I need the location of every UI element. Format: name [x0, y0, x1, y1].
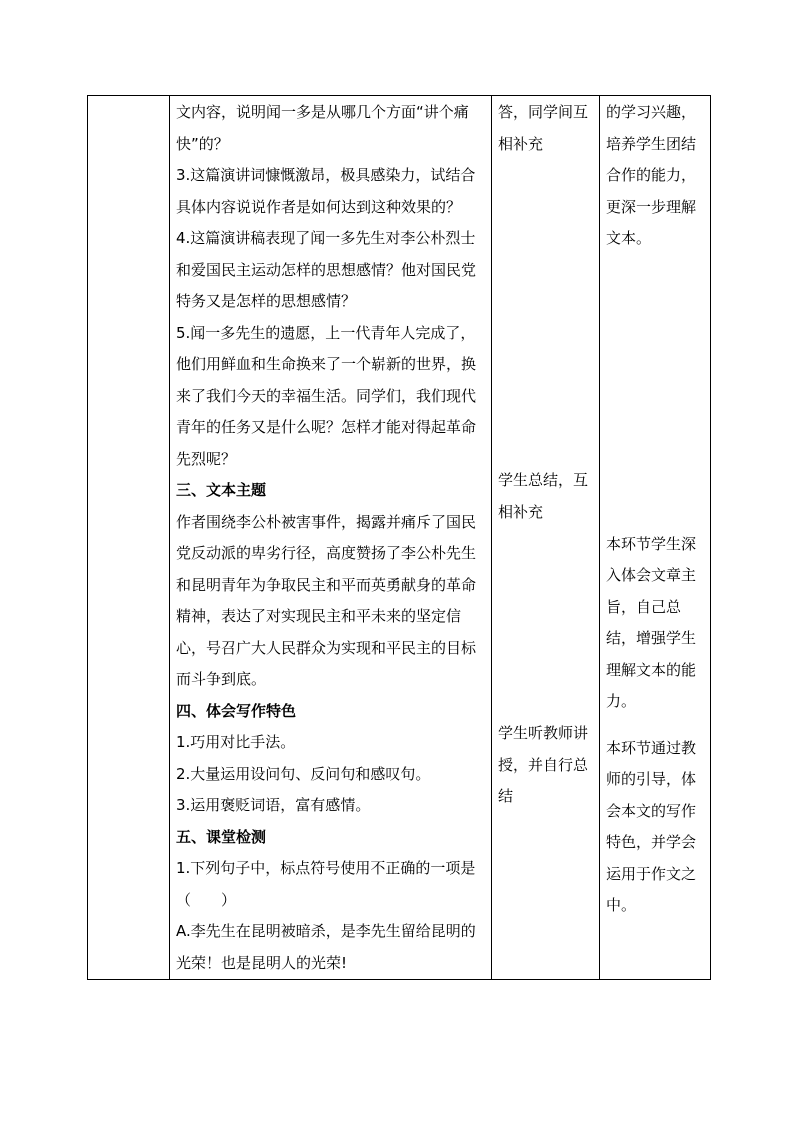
theme-heading: 三、文本主题: [176, 481, 267, 499]
question-3: 3.这篇演讲词慷慨激昂，极具感染力，试结合具体内容说说作者是如何达到这种效果的？: [176, 166, 476, 216]
test-item-2: A.李先生在昆明被暗杀，是李先生留给昆明的光荣！也是昆明人的光荣!: [176, 922, 476, 972]
question-4: 4.这篇演讲稿表现了闻一多先生对李公朴烈士和爱国民主运动怎样的思想感情？他对国民党特务又是怎样的思想感情？: [176, 229, 477, 310]
purpose-cell-inner: [600, 96, 710, 922]
question-5: 5.闻一多先生的遗愿，上一代青年人完成了，他们用鲜血和生命换来了一个崭新的世界，换来了我们今天的幸福生活。同学们，我们现代青年的任务又是什么呢？怎样才能对得起革命先烈呢？: [176, 323, 477, 468]
question-continued: 文内容，说明闻一多是从哪几个方面“讲个痛快”的？: [176, 103, 469, 153]
spacer: [606, 718, 706, 733]
student-activity-1: 答，同学间互相补充: [498, 103, 589, 153]
student-activity-3: 学生听教师讲授，并自行总结: [498, 724, 589, 805]
student-activity-column-cell: [492, 96, 600, 980]
student-cell-inner: [492, 96, 599, 813]
writing-item-1: 1.巧用对比手法。: [176, 733, 296, 751]
lesson-plan-table: [87, 95, 711, 980]
table-row: [88, 96, 711, 980]
design-purpose-column-cell: [600, 96, 711, 980]
spacer: [498, 528, 595, 718]
content-cell-inner: [170, 96, 491, 979]
purpose-note-2: 本环节学生深入体会文章主旨，自己总结，增强学生理解文本的能力。: [606, 534, 697, 710]
student-activity-2: 学生总结，互相补充: [498, 471, 589, 521]
writing-heading: 四、体会写作特色: [176, 701, 297, 720]
purpose-note-1: 的学习兴趣，培养学生团结合作的能力，更深一步理解文本。: [606, 103, 697, 247]
test-heading: 五、课堂检测: [176, 827, 267, 846]
purpose-note-3: 本环节通过教师的引导，体会本文的写作特色，并学会运用于作文之中。: [606, 738, 697, 914]
stage-column-cell: [88, 96, 170, 980]
writing-item-2: 2.大量运用设问句、反问句和感叹句。: [176, 764, 431, 783]
test-item-1: 1.下列句子中，标点符号使用不正确的一项是（ ）: [176, 859, 476, 909]
writing-item-3: 3.运用褒贬词语，富有感情。: [176, 796, 371, 814]
spacer: [498, 160, 595, 465]
spacer: [606, 255, 706, 529]
content-column-cell: [170, 96, 492, 980]
theme-text: 作者围绕李公朴被害事件，揭露并痛斥了国民党反动派的卑劣行径，高度赞扬了李公朴先生和昆明青年为争取民主和平而英勇献身的革命精神，表达了对实现民主和平未来的坚定信心，号召广大人民群众为实现和平民主的目标而斗争到底。: [176, 512, 477, 688]
